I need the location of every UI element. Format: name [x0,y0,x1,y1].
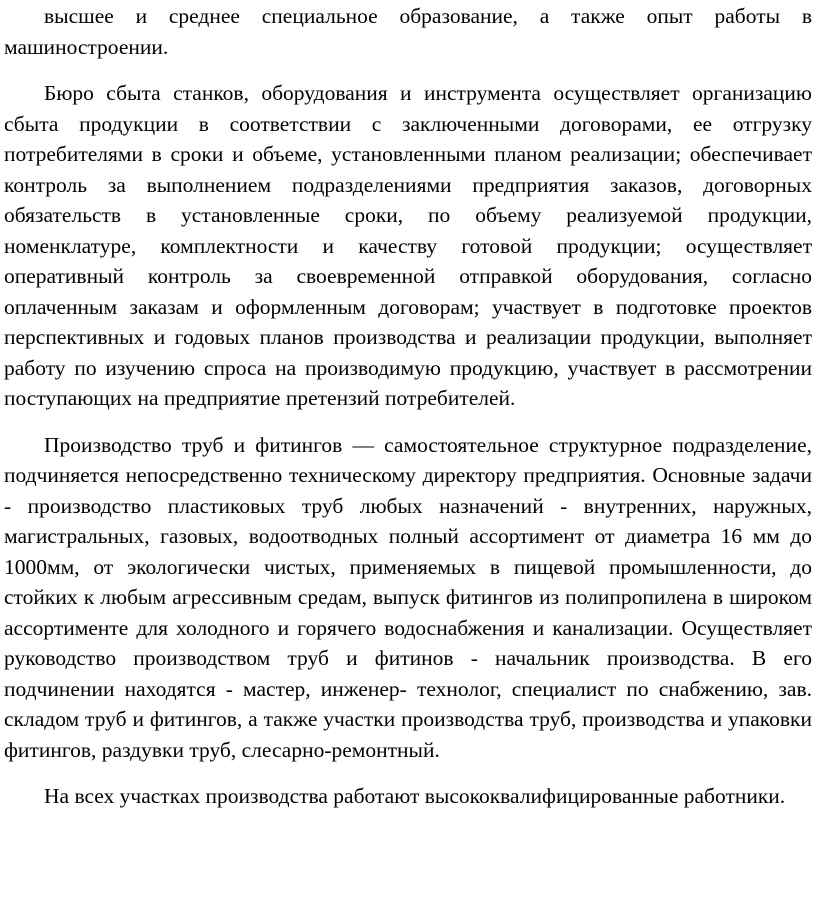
paragraph-gap [4,414,812,430]
paragraph-gap [4,62,812,78]
paragraph-gap [4,765,812,781]
paragraph-qualified-workers: На всех участках производства работают высококвалифицированные работники. [44,784,786,808]
paragraph-sales-bureau: Бюро сбыта станков, оборудования и инструмента осуществляет организацию сбыта продукции в соответствии с заключенными договорами, ее отгрузку потребителями в сроки и объеме, установленными планом реализации; обеспечивает контроль за выполнением подразделениями предприятия заказов, договорных обязательств в установленные сроки, по объему реализуемой продукции, номенклатуре, комплектности и качеству готовой продукции; осуществляет оперативный контроль за своевременной отправкой оборудования, согласно оплаченным заказам и оформленным договорам; участвует в подготовке проектов перспективных и годовых планов производства и реализации продукции, выполняет работу по изучению спроса на производимую продукцию, участвует в рассмотрении поступающих на предприятие претензий потребителей. [4,81,812,410]
paragraph-education-continuation: высшее и среднее специальное образование, а также опыт работы в машиностроении. [4,4,812,59]
paragraph-pipes-production: Производство труб и фитингов — самостоятельное структурное подразделение, подчиняется непосредственно техническому директору предприятия. Основные задачи - производство пластиковых труб любых назначений - внутренних, наружных, магистральных, газовых, водоотводных полный ассортимент от диаметра 16 мм до 1000мм, от экологически чистых, применяемых в пищевой промышленности, до стойких к любым агрессивным средам, выпуск фитингов из полипропилена в широком ассортименте для холодного и горячего водоснабжения и канализации. Осуществляет руководство производством труб и фитинов - начальник производства. В его подчинении находятся - мастер, инженер- технолог, специалист по снабжению, зав. складом труб и фитингов, а также участки производства труб, производства и упаковки фитингов, раздувки труб, слесарно-ремонтный. [4,432,812,762]
